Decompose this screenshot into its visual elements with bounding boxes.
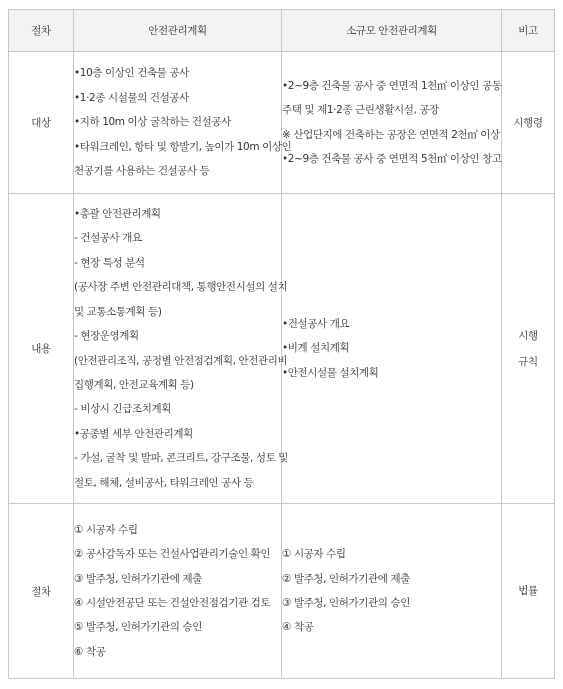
row-label: 절차: [9, 504, 74, 679]
header-row: [9, 10, 555, 52]
small-plan-cell: [282, 194, 502, 504]
list-item: •지하 10m 이상 굴착하는 건설공사: [74, 116, 231, 129]
plan-cell: [74, 194, 289, 504]
list-item: •타워크레인, 항타 및 항발기, 높이가 10m 이상인: [74, 140, 292, 153]
remark-text: 법률: [518, 585, 538, 597]
remark-text: 시행령: [513, 116, 543, 129]
table-row-procedure: [9, 504, 555, 679]
list-item: - 현장운영계획: [74, 330, 139, 343]
list-item: - 가설, 굴착 및 발파, 콘크리트, 강구조물, 성토 및: [74, 452, 289, 465]
header-remark: 비고: [502, 10, 555, 52]
list-item: (공사장 주변 안전관리대책, 통행안전시설의 설치: [74, 281, 288, 294]
list-item: ③ 발주청, 인허가기관의 승인: [282, 597, 410, 609]
list-item: 천공기를 사용하는 건설공사 등: [74, 165, 210, 178]
list-item: •2~9층 건축물 공사 중 연면적 1천㎡ 이상인 공동: [282, 79, 502, 92]
list-item: •공종별 세부 안전관리계획: [74, 427, 193, 440]
remark-text: 시행: [518, 329, 538, 342]
list-item: •2~9층 건축물 공사 중 연면적 5천㎡ 이상인 창고: [282, 152, 502, 165]
list-item: - 비상시 긴급조치계획: [74, 403, 171, 416]
small-plan-cell: [282, 504, 502, 679]
list-item: (안전관리조직, 공정별 안전점검계획, 안전관리비: [74, 354, 288, 367]
row-label: 대상: [9, 52, 74, 194]
remark-cell: [502, 52, 555, 194]
list-item: ① 시공자 수립: [74, 523, 138, 536]
plan-cell: [74, 52, 292, 194]
list-item: •1·2종 시설물의 건설공사: [74, 91, 189, 104]
list-item: ④ 착공: [282, 621, 314, 634]
list-item: 집행계획, 안전교육계획 등): [74, 378, 194, 391]
list-item: ⑥ 착공: [74, 645, 106, 658]
list-item: ② 공사감독자 또는 건설사업관리기술인 확인: [74, 548, 271, 561]
list-item: ③ 발주청, 인허가기관에 제출: [74, 572, 202, 585]
header-small-safety-plan: 소규모 안전관리계획: [282, 10, 502, 52]
plan-cell: [74, 504, 282, 679]
list-item: 주택 및 제1·2종 근린생활시설, 공장: [282, 104, 439, 117]
header-procedure: 절차: [9, 10, 74, 52]
list-item: •총괄 안전관리계획: [74, 208, 161, 221]
list-item: - 건설공사 개요: [74, 232, 142, 245]
remark-text: 규칙: [518, 355, 538, 368]
small-plan-cell: [282, 52, 502, 194]
table-row-target: [9, 52, 555, 194]
list-item: ※ 산업단지에 건축하는 공장은 연면적 2천㎡ 이상: [282, 128, 500, 141]
list-item: ② 발주청, 인허가기관에 제출: [282, 572, 410, 585]
list-item: ⑤ 발주청, 인허가기관의 승인: [74, 621, 202, 634]
list-item: - 현장 특성 분석: [74, 256, 145, 269]
list-item: •안전시설물 설치계획: [282, 366, 379, 379]
table-row-content: [9, 194, 555, 504]
safety-plan-table: [8, 9, 555, 679]
list-item: 절토, 해체, 설비공사, 타워크레인 공사 등: [74, 476, 254, 489]
list-item: •10층 이상인 건축물 공사: [74, 67, 189, 80]
remark-cell: [502, 194, 555, 504]
list-item: 및 교통소통계획 등): [74, 305, 162, 318]
remark-cell: [502, 504, 555, 679]
row-label: 내용: [9, 194, 74, 504]
header-safety-plan: 안전관리계획: [74, 10, 282, 52]
list-item: ① 시공자 수립: [282, 548, 346, 561]
list-item: ④ 시설안전공단 또는 건설안전점검기관 검토: [74, 597, 271, 609]
list-item: •비계 설치계획: [282, 342, 350, 355]
list-item: •건설공사 개요: [282, 317, 350, 330]
